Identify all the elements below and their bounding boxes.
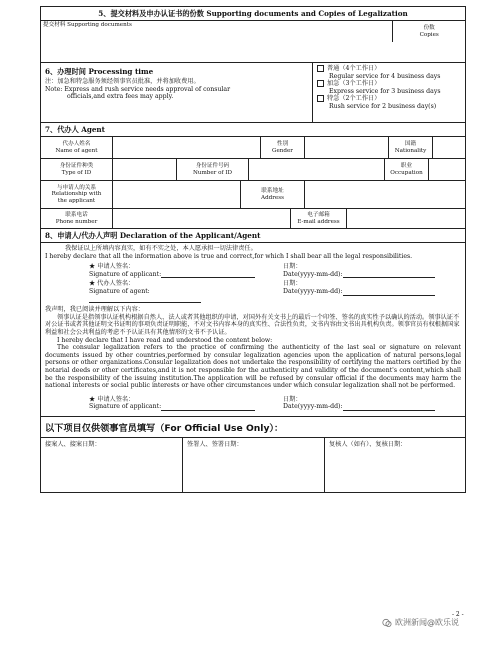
- applicant-date-line-2[interactable]: [343, 404, 435, 411]
- declaration-2-en-body: The consular legalization refers to the practice of confirming the authenticity of the last seal or signature on relevant documents issued by other countries,performed by consular legalization agencies upon the application of natural persons,legal persons or other organizations.Consular legalization does not undertake the responsibility of certifying the matters certified by the notarial deeds or other certificates,and it is not responsible for the authenticity and validity of the document's content,which shall be the responsibility of the issuing institution.The application will be refused by consular official if the documents may harm the national interests or social public interests or have other circumstances under which consular legalization shall not be performed.: [45, 344, 461, 390]
- option-rush[interactable]: 特急（2个工作日） Rush service for 2 business day(s): [317, 95, 461, 110]
- agent-name-label: 代办人姓名 Name of agent: [41, 137, 113, 158]
- section-5: [41, 7, 465, 63]
- applicant-signature-row: ★ 申请人签名： Signature of applicant: 日期： Date(yyyy-mm-dd):: [45, 263, 461, 278]
- occupation-label: 职业 Occupation: [385, 159, 429, 180]
- section-5-title: 5、提交材料及申办认证书的份数 Supporting documents and Copies of Legalization: [98, 9, 408, 18]
- declaration-cn: 我保证以上所填内容真实，如有不实之处，本人愿承担一切法律责任。: [65, 245, 257, 252]
- address-input[interactable]: [305, 181, 465, 208]
- email-label: 电子邮箱 E-mail address: [291, 209, 347, 228]
- phone-input[interactable]: [113, 209, 291, 228]
- copies-label-cn: 份数: [423, 24, 435, 31]
- page-number: - 2 -: [452, 611, 464, 618]
- agent-signature-line[interactable]: [89, 296, 201, 303]
- official-use-row: [41, 438, 465, 492]
- processing-note-cn: 注：加急和特急服务须经领事官员批准，并将加收费用。: [45, 78, 200, 85]
- declaration-2-cn-head: 我声明，我已阅读并理解以下内容：: [45, 306, 144, 314]
- watermark-text: 欧洲新闻@欧乐说: [395, 618, 459, 627]
- agent-date-line[interactable]: [343, 289, 435, 296]
- nationality-input[interactable]: [433, 137, 465, 158]
- id-number-label: 身份证件号码 Number of ID: [177, 159, 249, 180]
- option-regular[interactable]: 普通（4个工作日） Regular service for 4 business days: [317, 65, 461, 80]
- section-8: [41, 229, 465, 417]
- supporting-docs-field[interactable]: [41, 21, 393, 42]
- copies-field[interactable]: [393, 21, 465, 42]
- section-8-title: 8、申请人/代办人声明 Declaration of the Applicant/Agent: [45, 231, 261, 240]
- section-6: [41, 63, 465, 123]
- applicant-signature-line-2[interactable]: [161, 404, 255, 411]
- relationship-input[interactable]: [113, 181, 241, 208]
- official-use-section: [41, 417, 465, 438]
- regular-checkbox[interactable]: [317, 65, 324, 72]
- processing-note-en-1: Note: Express and rush service needs approval of consular: [45, 85, 231, 93]
- section-6-title: 6、办理时间 Processing time: [45, 67, 154, 76]
- agent-signature-row: ★ 代办人签名： Signature of agent: 日期： Date(yyyy-mm-dd):: [45, 280, 461, 303]
- legalization-form: [40, 6, 466, 493]
- declaration-en: I hereby declare that all the information above is true and correct,for which I shall bear all the legal responsibilities.: [45, 252, 413, 260]
- declaration-2-cn-body: 领事认证是指领事认证机构根据自然人、法人或者其他组织的申请，对国外有关文书上的最后一个印签、签名的真实性予以确认的活动。领事认证不对公证书或者其他证明文书证明的事项负责证明职能，不对文书内容本身的真实性、合法性负责，文书内容由文书出具机构负责。领事官员有权根据国家利益和社会公共利益的考虑不予认证具有其他情形的文书不予认证。: [45, 313, 460, 336]
- section-7-title: 7、代办人 Agent: [45, 125, 105, 134]
- phone-label: 联系电话 Phone number: [41, 209, 113, 228]
- address-label: 联系地址 Address: [241, 181, 305, 208]
- nationality-label: 国籍 Nationality: [389, 137, 433, 158]
- supporting-docs-label: 提交材料 Supporting documents: [43, 22, 132, 28]
- express-checkbox[interactable]: [317, 80, 324, 87]
- applicant-date-line[interactable]: [343, 271, 435, 278]
- official-col-reviewed[interactable]: 复核人（如有）、复核日期：: [329, 440, 407, 448]
- id-type-input[interactable]: [113, 159, 177, 180]
- processing-note-en-2: officials,and extra fees may apply.: [67, 93, 174, 101]
- applicant-signature-line[interactable]: [161, 271, 255, 278]
- official-use-title: 以下项目仅供领事官员填写（For Official Use Only）：: [45, 422, 284, 434]
- section-7: [41, 123, 465, 229]
- declaration-2-en-head: I hereby declare that I have read and understood the content below:: [57, 336, 273, 344]
- processing-options: [313, 63, 465, 122]
- relationship-label: 与申请人的关系 Relationship with the applicant: [41, 181, 113, 208]
- copies-label-en: Copies: [419, 31, 439, 38]
- gender-label: 性别 Gender: [261, 137, 305, 158]
- rush-checkbox[interactable]: [317, 95, 324, 102]
- applicant-signature-row-2: ★ 申请人签名： Signature of applicant: 日期： Date(yyyy-mm-dd):: [45, 396, 461, 411]
- watermark: [382, 617, 459, 628]
- email-input[interactable]: [347, 209, 465, 228]
- occupation-input[interactable]: [429, 159, 465, 180]
- agent-name-input[interactable]: [113, 137, 261, 158]
- wechat-icon: [382, 618, 392, 628]
- official-col-signed[interactable]: 签署人、签署日期：: [183, 438, 325, 492]
- id-type-label: 身份证件种类 Type of ID: [41, 159, 113, 180]
- gender-input[interactable]: [305, 137, 389, 158]
- option-express[interactable]: 加急（3个工作日） Express service for 3 business days: [317, 80, 461, 95]
- official-col-received[interactable]: 接案人、接案日期：: [41, 438, 183, 492]
- id-number-input[interactable]: [249, 159, 385, 180]
